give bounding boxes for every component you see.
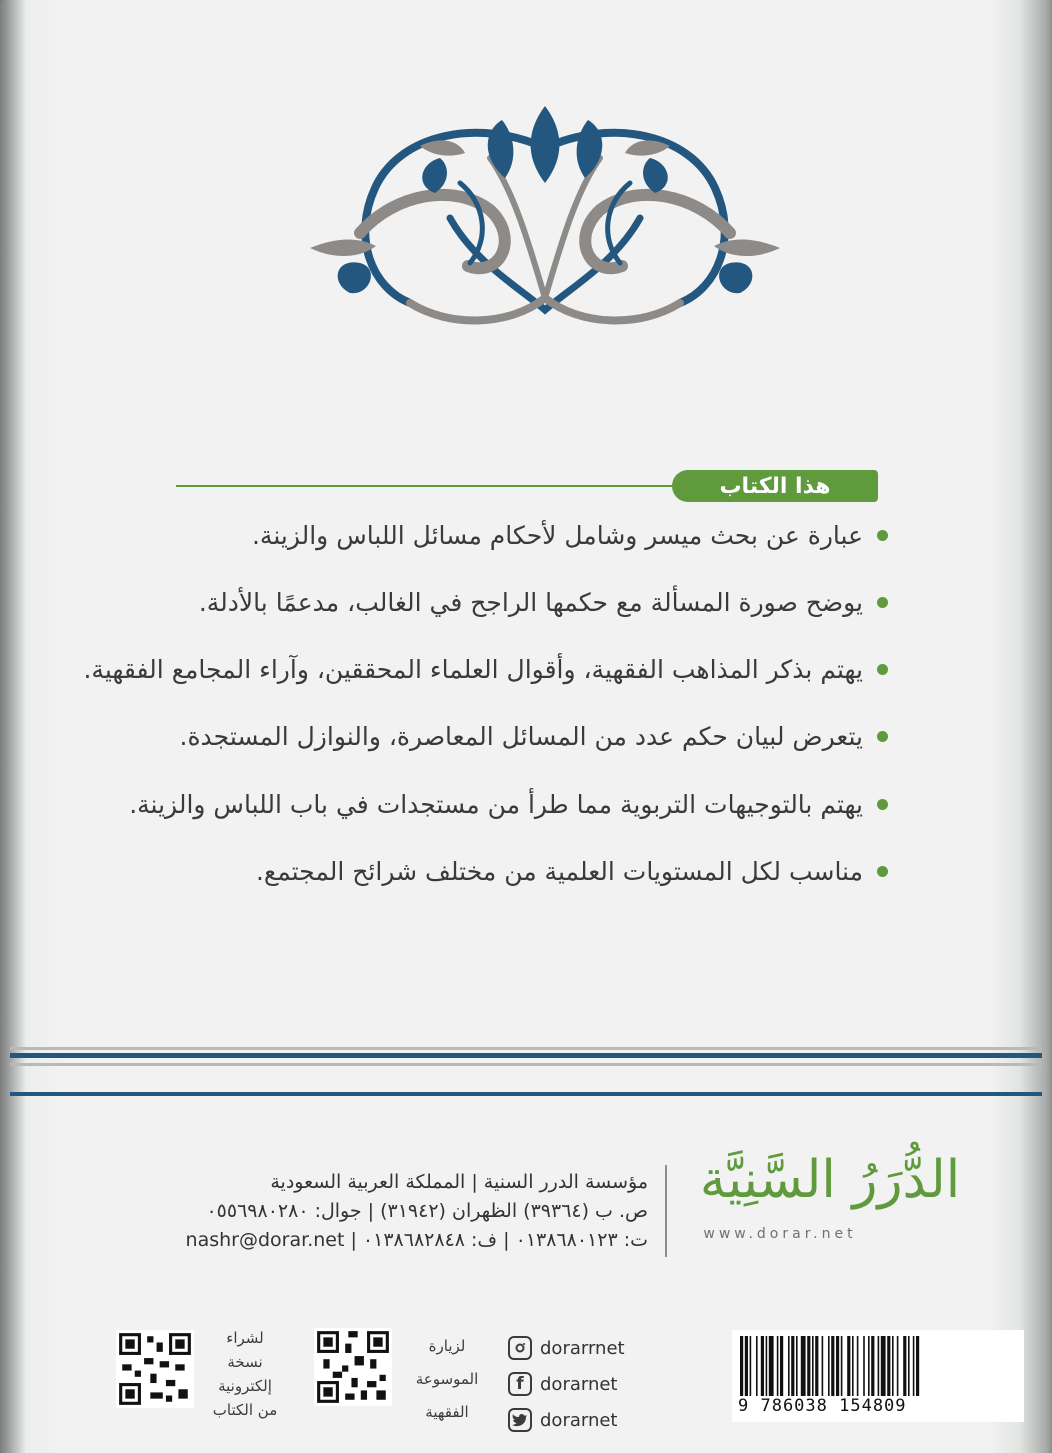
qr-ebook-label [200, 1326, 290, 1422]
list-item-text: مناسب لكل المستويات العلمية من مختلف شرائح المجتمع. [255, 857, 863, 886]
list-item [129, 790, 888, 819]
divider-band [10, 1092, 1042, 1096]
qr-label-line: إلكترونية [218, 1377, 272, 1395]
vertical-divider [665, 1165, 667, 1257]
bullet-dot [877, 731, 888, 742]
publisher-address-line: مؤسسة الدرر السنية | المملكة العربية السعودية [270, 1171, 648, 1193]
publisher-phone-line [100, 1226, 648, 1255]
qr-code-encyclopedia[interactable] [314, 1328, 392, 1406]
divider-band [10, 1053, 1042, 1058]
phone-fax: ت: ٠١٣٨٦٨٠١٢٣ | ف: ٠١٣٨٦٨٢٨٤٨ | [350, 1229, 648, 1251]
divider-band [10, 1047, 1042, 1050]
bullet-dot [877, 530, 888, 541]
section-title: هذا الكتاب [672, 470, 878, 502]
barcode-bars [740, 1336, 1016, 1396]
facebook-handle: dorarnet [540, 1373, 618, 1395]
qr-label-line: نسخة [227, 1353, 263, 1371]
list-item-text: يهتم بذكر المذاهب الفقهية، وأقوال العلماء المحققين، وآراء المجامع الفقهية. [83, 655, 863, 684]
twitter-handle: dorarnet [540, 1409, 618, 1431]
bullet-dot [877, 597, 888, 608]
qr-label-line: الموسوعة [415, 1370, 479, 1388]
divider-band [10, 1063, 1042, 1066]
publisher-logo: الدُّرَرُ السَّنِيَّة [699, 1150, 961, 1210]
instagram-icon [508, 1336, 532, 1360]
header-rule [176, 485, 674, 487]
barcode-digits: 9 786038 154809 [738, 1396, 907, 1416]
publisher-logo-url: www.dorar.net [703, 1226, 857, 1242]
bullet-dot [877, 664, 888, 675]
qr-code-ebook[interactable] [116, 1330, 194, 1408]
publisher-po-box-line: ص. ب (٣٩٣٦٤) الظهران (٣١٩٤٢) | جوال: ٠٥٥٦٩٨٠٢٨٠ [206, 1200, 648, 1222]
qr-label-line: الفقهية [425, 1403, 469, 1421]
bullet-dot [877, 866, 888, 877]
list-item-text: يهتم بالتوجيهات التربوية مما طرأ من مستجدات في باب اللباس والزينة. [129, 790, 863, 819]
twitter-icon [508, 1408, 532, 1432]
social-facebook[interactable] [508, 1366, 648, 1402]
list-item [160, 722, 888, 751]
social-links [508, 1330, 648, 1438]
qr-label-line: لشراء [226, 1329, 264, 1347]
qr-label-line: لزيارة [428, 1337, 466, 1355]
list-item-text: عبارة عن بحث ميسر وشامل لأحكام مسائل اللباس والزينة. [251, 521, 863, 550]
publisher-contact [100, 1168, 648, 1255]
list-item [160, 588, 888, 617]
email-address: nashr@dorar.net [185, 1229, 345, 1251]
instagram-handle: dorarrnet [540, 1337, 625, 1359]
social-instagram[interactable] [508, 1330, 648, 1366]
arabesque-ornament [290, 98, 800, 338]
qr-encyclopedia-label [402, 1330, 492, 1429]
isbn-barcode [732, 1330, 1024, 1422]
list-item-text: يوضح صورة المسألة مع حكمها الراجح في الغالب، مدعمًا بالأدلة. [198, 588, 863, 617]
list-item-text: يتعرض لبيان حكم عدد من المسائل المعاصرة، والنوازل المستجدة. [179, 722, 863, 751]
social-twitter[interactable] [508, 1402, 648, 1438]
qr-label-line: من الكتاب [212, 1401, 278, 1419]
list-item [83, 655, 888, 684]
list-item [160, 857, 888, 886]
spine-shadow [0, 0, 26, 1453]
facebook-icon: f [508, 1372, 532, 1396]
bullet-dot [877, 799, 888, 810]
list-item [160, 521, 888, 550]
